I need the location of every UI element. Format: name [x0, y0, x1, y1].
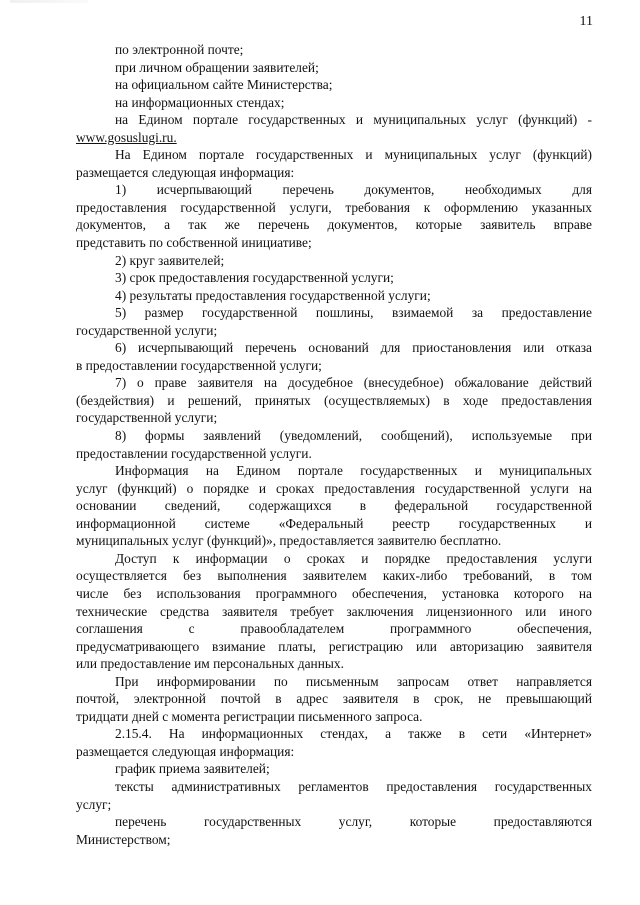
- text-line: 7) о праве заявителя на досудебное (внесудебное) обжалование действий: [115, 375, 592, 391]
- text-line: числе без использования программного обеспечения, установка которого на: [76, 585, 592, 601]
- text-line: На Едином портале государственных и муниципальных услуг (функций): [115, 147, 592, 163]
- text-line: услуг (функций) о порядке и сроках предоставления государственной услуги на: [76, 480, 592, 496]
- text-line: тридцати дней с момента регистрации письменного запроса.: [76, 708, 423, 724]
- text-line: по электронной почте;: [115, 42, 244, 57]
- text-line: информационной системе «Федеральный реестр государственных и: [76, 515, 592, 531]
- text-line: Министерством;: [76, 831, 171, 847]
- text-line: почтой, электронной почтой в адрес заявителя в срок, не превышающий: [76, 691, 592, 707]
- text-line: основании сведений, содержащихся в федеральной государственной: [76, 498, 592, 514]
- text-line: муниципальных услуг (функций)», предоставляется заявителю бесплатно.: [76, 533, 502, 549]
- text-line: 6) исчерпывающий перечень оснований для приостановления или отказа: [115, 340, 592, 356]
- text-line: При информировании по письменным запросам ответ направляется: [115, 673, 592, 689]
- text-line: на информационных стендах;: [115, 94, 285, 110]
- text-line: услуг;: [76, 796, 112, 812]
- text-line: на официальном сайте Министерства;: [115, 77, 333, 93]
- document-body: [76, 41, 592, 848]
- text-line: размещается следующая информация:: [76, 743, 295, 759]
- text-line: тексты административных регламентов предоставления государственных: [115, 778, 592, 794]
- text-line: предоставлении государственной услуги.: [76, 445, 312, 461]
- text-line: график приема заявителей;: [115, 761, 270, 777]
- text-line: 1) исчерпывающий перечень документов, необходимых для: [115, 182, 592, 198]
- text-line: размещается следующая информация:: [76, 164, 295, 180]
- text-line: представить по собственной инициативе;: [76, 235, 312, 251]
- text-line: или предоставление им персональных данных.: [76, 656, 344, 672]
- text-line: технические средства заявителя требует заключения лицензионного или иного: [76, 603, 592, 619]
- text-line: Доступ к информации о сроках и порядке предоставления услуги: [115, 550, 592, 566]
- text-line: осуществляется без выполнения заявителем каких-либо требований, в том: [76, 568, 592, 584]
- text-line: 3) срок предоставления государственной услуги;: [115, 270, 394, 286]
- text-line: в предоставлении государственной услуги;: [76, 357, 322, 373]
- text-line: 2.15.4. На информационных стендах, а также в сети «Интернет»: [115, 726, 592, 742]
- text-line: 8) формы заявлений (уведомлений, сообщений), используемые при: [115, 428, 592, 444]
- text-line: предоставления государственной услуги, требования к оформлению указанных: [76, 199, 592, 215]
- website-link[interactable]: [76, 129, 592, 147]
- text-line: предусматривающего взимание платы, регистрацию или авторизацию заявителя: [76, 638, 592, 654]
- text-line: при личном обращении заявителей;: [115, 59, 319, 75]
- text-line: соглашения с правообладателем программного обеспечения,: [76, 621, 592, 637]
- text-line: перечень государственных услуг, которые предоставляются: [115, 814, 592, 830]
- text-line: 2) круг заявителей;: [115, 252, 225, 268]
- text-line: на Едином портале государственных и муниципальных услуг (функций) -: [115, 112, 592, 128]
- gosuslugi-link[interactable]: www.gosuslugi.ru.: [76, 129, 177, 145]
- text-line: государственной услуги;: [76, 410, 218, 426]
- text-line: 5) размер государственной пошлины, взимаемой за предоставление: [115, 305, 592, 321]
- scan-artifact: [10, 0, 88, 3]
- text-line: (бездействия) и решений, принятых (осуществляемых) в ходе предоставления: [76, 392, 592, 408]
- text-line: Информация на Едином портале государственных и муниципальных: [115, 463, 592, 479]
- text-line: 4) результаты предоставления государственной услуги;: [115, 287, 431, 303]
- page-number: 11: [579, 14, 593, 29]
- text-line: документов, а так же перечень документов, которые заявитель вправе: [76, 217, 592, 233]
- text-line: государственной услуги;: [76, 322, 218, 338]
